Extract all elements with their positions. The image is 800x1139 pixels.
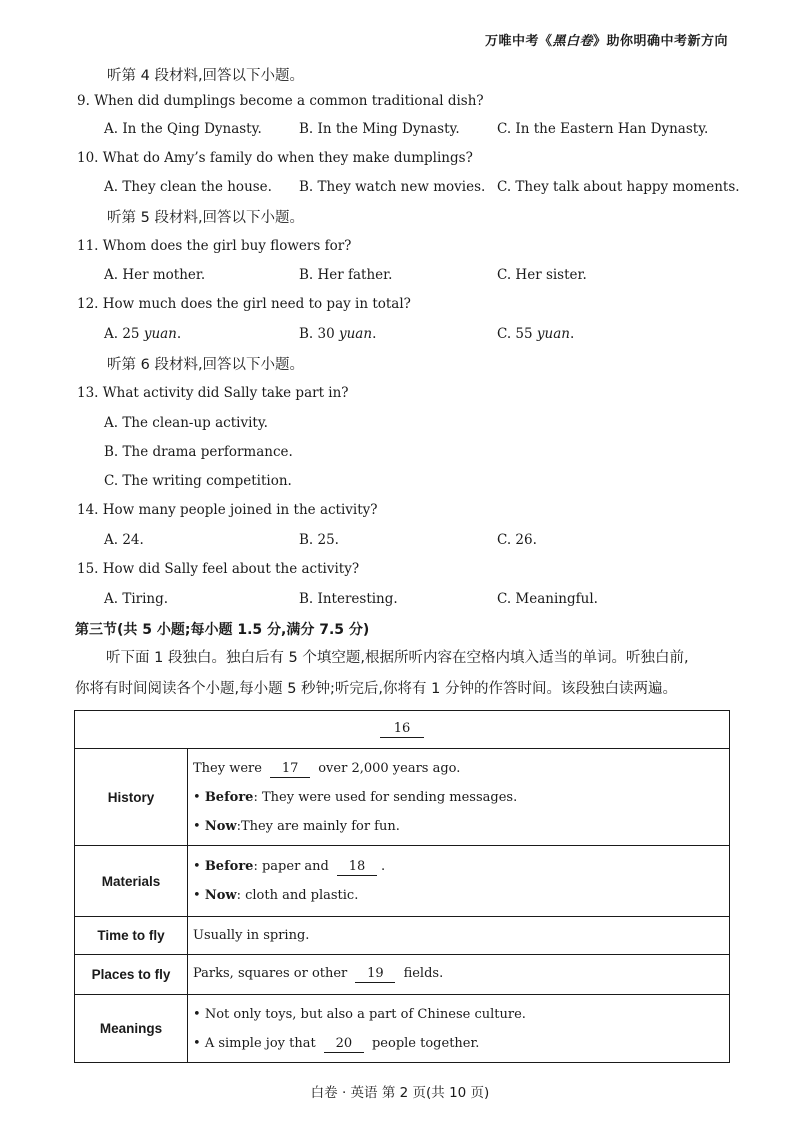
question-text: When did dumplings become a common traditional dish? bbox=[94, 93, 484, 109]
option-unit: yuan bbox=[536, 326, 570, 342]
history-line-3 bbox=[193, 812, 729, 841]
text: : cloth and plastic. bbox=[236, 888, 359, 903]
blank-18: 18 bbox=[337, 859, 377, 876]
q15-option-a: A. Tiring. bbox=[104, 591, 169, 607]
option-end: . bbox=[372, 326, 377, 342]
row-content-history bbox=[188, 749, 730, 846]
question-number: 11. bbox=[77, 238, 99, 254]
q11-option-b: B. Her father. bbox=[299, 267, 393, 283]
q12-option-a bbox=[104, 326, 181, 342]
bullet: • bbox=[193, 888, 201, 903]
instructions-line-1: 听下面 1 段独白。独白后有 5 个填空题,根据所听内容在空格内填入适当的单词。听独白前, bbox=[106, 650, 689, 666]
label-now: Now bbox=[204, 888, 237, 903]
section-3-title: 第三节(共 5 小题;每小题 1.5 分,满分 7.5 分) bbox=[75, 622, 370, 638]
question-number: 9. bbox=[77, 93, 90, 109]
q9-option-c: C. In the Eastern Han Dynasty. bbox=[497, 121, 709, 137]
question-13 bbox=[77, 385, 349, 401]
bullet: • bbox=[193, 1006, 201, 1022]
option-unit: yuan bbox=[338, 326, 373, 342]
q14-option-c: C. 26. bbox=[497, 532, 537, 548]
q11-option-c: C. Her sister. bbox=[497, 267, 587, 283]
q15-option-c: C. Meaningful. bbox=[497, 591, 598, 607]
q14-option-a: A. 24. bbox=[104, 532, 144, 548]
text: : They were used for sending messages. bbox=[253, 789, 518, 805]
text: people together. bbox=[371, 1035, 480, 1051]
q14-option-b: B. 25. bbox=[299, 532, 339, 548]
header-suffix: 》助你明确中考新方向 bbox=[592, 34, 728, 49]
question-number: 13. bbox=[77, 385, 99, 401]
text: over 2,000 years ago. bbox=[318, 760, 461, 776]
instructions-line-2: 你将有时间阅读各个小题,每小题 5 秒钟;听完后,你将有 1 分钟的作答时间。该段独白读两遍。 bbox=[75, 681, 677, 697]
meanings-line-2 bbox=[193, 1029, 729, 1058]
materials-line-1 bbox=[193, 852, 729, 881]
question-12 bbox=[77, 296, 411, 312]
row-label-time: Time to fly bbox=[75, 917, 188, 955]
text: fields. bbox=[403, 966, 444, 981]
question-9 bbox=[77, 93, 484, 109]
page-footer: 白卷 · 英语 第 2 页(共 10 页) bbox=[310, 1085, 490, 1101]
label-before: Before bbox=[204, 859, 254, 874]
option-end: . bbox=[176, 326, 182, 342]
text: : paper and bbox=[253, 859, 329, 874]
page-header bbox=[485, 30, 728, 49]
question-10 bbox=[77, 150, 473, 166]
blank-16: 16 bbox=[380, 721, 424, 738]
q13-option-a: A. The clean-up activity. bbox=[104, 415, 268, 431]
row-content-time: Usually in spring. bbox=[188, 917, 730, 955]
option-value: B. 30 bbox=[299, 326, 339, 342]
option-value: C. 55 bbox=[497, 326, 537, 342]
bullet: • bbox=[193, 859, 201, 874]
row-label-places: Places to fly bbox=[75, 955, 188, 995]
q9-option-b: B. In the Ming Dynasty. bbox=[299, 121, 460, 137]
q13-option-c: C. The writing competition. bbox=[104, 473, 292, 489]
text: . bbox=[381, 859, 386, 874]
bullet: • bbox=[193, 789, 201, 805]
blank-20: 20 bbox=[324, 1036, 364, 1053]
group-intro-6: 听第 6 段材料,回答以下小题。 bbox=[107, 357, 305, 373]
q15-option-b: B. Interesting. bbox=[299, 591, 398, 607]
q9-option-a: A. In the Qing Dynasty. bbox=[104, 121, 262, 137]
label-now: Now bbox=[204, 818, 237, 834]
option-unit: yuan bbox=[143, 326, 177, 342]
q12-option-c bbox=[497, 326, 574, 342]
q10-option-b: B. They watch new movies. bbox=[299, 179, 486, 195]
row-content-places bbox=[188, 955, 730, 995]
row-label-history: History bbox=[75, 749, 188, 846]
option-value: A. 25 bbox=[104, 326, 144, 342]
text: A simple joy that bbox=[204, 1035, 316, 1051]
header-prefix: 万唯中考《 bbox=[484, 34, 553, 49]
question-15 bbox=[77, 561, 359, 577]
fill-in-table bbox=[74, 710, 730, 1063]
question-text: How many people joined in the activity? bbox=[102, 502, 378, 518]
q10-option-a: A. They clean the house. bbox=[104, 179, 272, 195]
question-text: What do Amy’s family do when they make dumplings? bbox=[102, 150, 473, 166]
label-before: Before bbox=[204, 789, 254, 805]
bullet: • bbox=[193, 1035, 201, 1051]
question-text: What activity did Sally take part in? bbox=[102, 385, 349, 401]
table-title-row bbox=[75, 711, 730, 749]
question-text: Whom does the girl buy flowers for? bbox=[102, 238, 352, 254]
blank-19: 19 bbox=[355, 966, 395, 983]
question-number: 14. bbox=[77, 502, 99, 518]
row-content-meanings bbox=[188, 995, 730, 1063]
text: Not only toys, but also a part of Chinese culture. bbox=[204, 1006, 526, 1022]
q13-option-b: B. The drama performance. bbox=[104, 444, 293, 460]
history-line-1 bbox=[193, 754, 729, 783]
option-end: . bbox=[569, 326, 575, 342]
question-number: 10. bbox=[77, 150, 99, 166]
row-content-materials bbox=[188, 846, 730, 917]
history-line-2 bbox=[193, 783, 729, 812]
meanings-line-1 bbox=[193, 1000, 729, 1029]
q12-option-b bbox=[299, 326, 376, 342]
text: They were bbox=[193, 760, 262, 776]
header-brand: 黑白卷 bbox=[552, 34, 593, 49]
q10-option-c: C. They talk about happy moments. bbox=[497, 179, 740, 195]
question-text: How did Sally feel about the activity? bbox=[102, 561, 360, 577]
question-number: 12. bbox=[77, 296, 99, 312]
question-14 bbox=[77, 502, 378, 518]
materials-line-2 bbox=[193, 881, 729, 910]
blank-17: 17 bbox=[270, 761, 310, 778]
question-number: 15. bbox=[77, 561, 99, 577]
row-label-meanings: Meanings bbox=[75, 995, 188, 1063]
question-11 bbox=[77, 238, 351, 254]
section-3-instructions bbox=[75, 643, 735, 705]
bullet: • bbox=[193, 818, 201, 834]
group-intro-5: 听第 5 段材料,回答以下小题。 bbox=[107, 210, 305, 226]
question-text: How much does the girl need to pay in total? bbox=[102, 296, 411, 312]
group-intro-4: 听第 4 段材料,回答以下小题。 bbox=[107, 68, 305, 84]
text: Parks, squares or other bbox=[193, 966, 348, 981]
row-label-materials: Materials bbox=[75, 846, 188, 917]
text: :They are mainly for fun. bbox=[236, 818, 400, 834]
q11-option-a: A. Her mother. bbox=[104, 267, 206, 283]
